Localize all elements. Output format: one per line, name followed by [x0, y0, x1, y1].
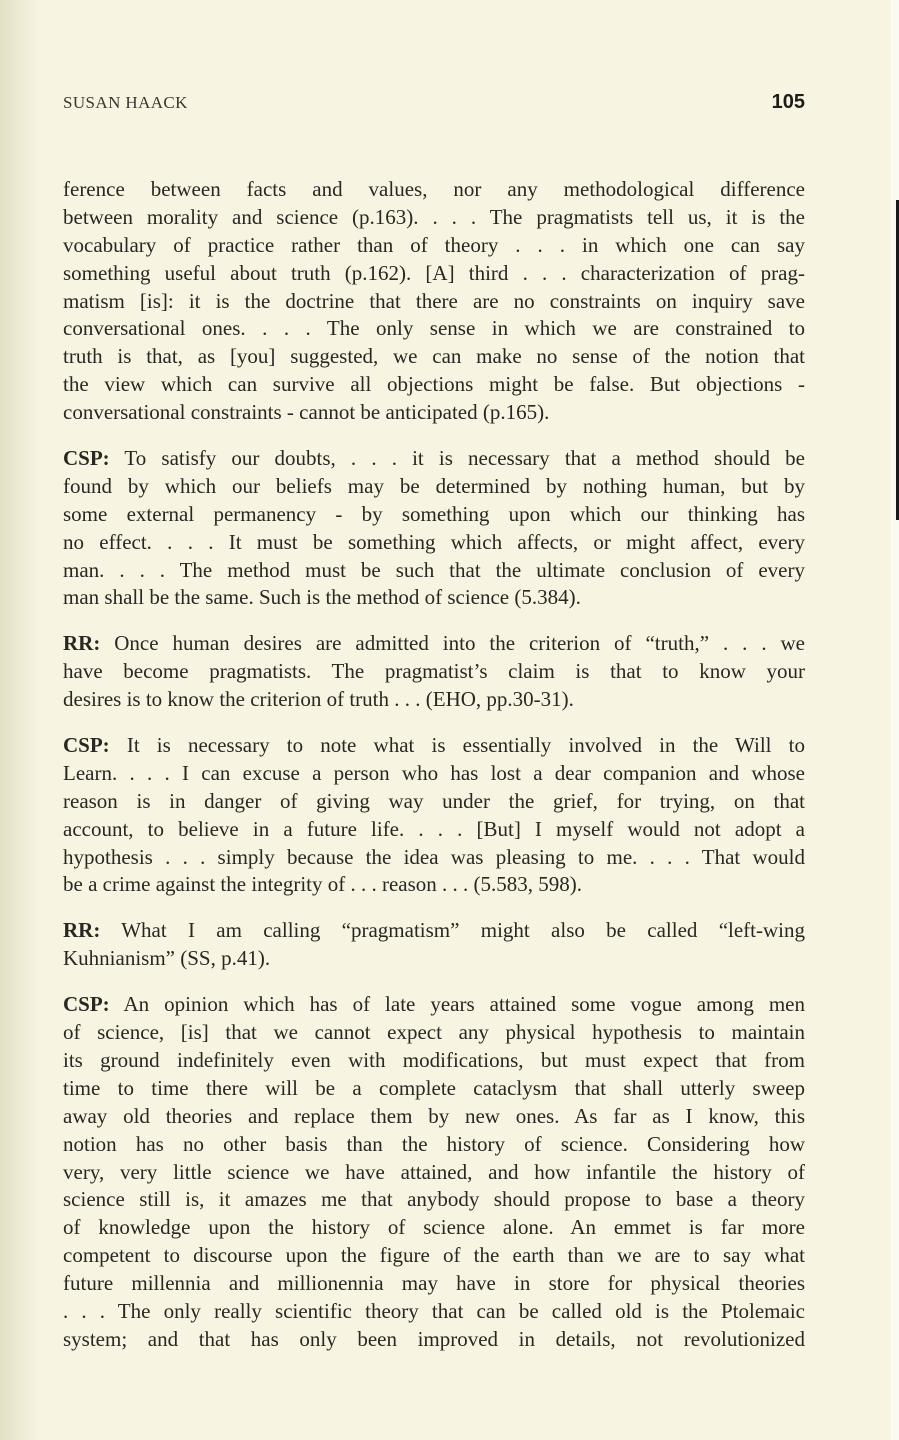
text-line: found by which our beliefs may be determined by nothing human, but by	[63, 473, 805, 498]
text-line: conversational constraints - cannot be anticipated (p.165).	[63, 400, 550, 425]
speaker-label: RR:	[63, 631, 101, 656]
paragraph-csp	[63, 732, 805, 899]
text-line: truth is that, as [you] suggested, we can make no sense of the notion that	[63, 344, 805, 369]
text-line: of science, [is] that we cannot expect any physical hypothesis to maintain	[63, 1020, 805, 1045]
running-head	[63, 93, 805, 119]
paragraph-rr	[63, 917, 805, 973]
page-gutter-shadow	[0, 0, 40, 1440]
text-line: between morality and science (p.163). . . . The pragmatists tell us, it is the	[63, 204, 805, 229]
text-line	[63, 917, 805, 945]
text-line: ference between facts and values, nor any methodological difference	[63, 177, 805, 201]
text-line: . . . The only really scientific theory that can be called old is the Ptolemaic	[63, 1298, 805, 1323]
speaker-label: CSP:	[63, 992, 110, 1017]
page-number: 105	[771, 91, 805, 113]
text-line: have become pragmatists. The pragmatist’s claim is that to know your	[63, 659, 805, 684]
text-line: science still is, it amazes me that anybody should propose to base a theory	[63, 1187, 805, 1212]
text-line: notion has no other basis than the history of science. Considering how	[63, 1131, 805, 1156]
text-line: very, very little science we have attained, and how infantile the history of	[63, 1159, 805, 1184]
speaker-label: CSP:	[63, 733, 110, 758]
text-line: away old theories and replace them by new ones. As far as I know, this	[63, 1103, 805, 1128]
text-line	[63, 732, 805, 760]
text-line: man. . . . The method must be such that the ultimate conclusion of every	[63, 557, 805, 582]
text-line: of knowledge upon the history of science alone. An emmet is far more	[63, 1215, 805, 1240]
text-line: competent to discourse upon the figure of the earth than we are to say what	[63, 1243, 805, 1268]
speaker-label: CSP:	[63, 446, 110, 471]
text-line: something useful about truth (p.162). [A] third . . . characterization of prag-	[63, 260, 805, 285]
text-line: account, to believe in a future life. . . . [But] I myself would not adopt a	[63, 816, 805, 841]
text-line: matism [is]: it is the doctrine that there are no constraints on inquiry save	[63, 288, 805, 313]
text-line: reason is in danger of giving way under the grief, for trying, on that	[63, 788, 805, 813]
text-line	[63, 630, 805, 658]
text-line-content: An opinion which has of late years attained some vogue among men	[109, 992, 805, 1017]
text-line: some external permanency - by something upon which our thinking has	[63, 501, 805, 526]
text-line: no effect. . . . It must be something which affects, or might affect, every	[63, 529, 805, 554]
text-line: Learn. . . . I can excuse a person who has lost a dear companion and whose	[63, 760, 805, 785]
text-line: time to time there will be a complete cataclysm that shall utterly sweep	[63, 1075, 805, 1100]
text-line: system; and that has only been improved in details, not revolutionized	[63, 1326, 805, 1351]
text-line: vocabulary of practice rather than of theory . . . in which one can say	[63, 232, 805, 257]
text-line-content: What I am calling “pragmatism” might also be called “left-wing	[100, 918, 805, 943]
speaker-label: RR:	[63, 918, 101, 943]
body-text	[63, 176, 805, 1354]
text-line: its ground indefinitely even with modifications, but must expect that from	[63, 1047, 805, 1072]
paragraph-rr	[63, 630, 805, 714]
text-line-content: Once human desires are admitted into the criterion of “truth,” . . . we	[100, 631, 805, 656]
text-line: be a crime against the integrity of . . . reason . . . (5.583, 598).	[63, 872, 583, 897]
text-line: hypothesis . . . simply because the idea was pleasing to me. . . . That would	[63, 844, 805, 869]
running-head-author: SUSAN HAACK	[63, 93, 188, 112]
text-line	[63, 991, 805, 1019]
text-line: man shall be the same. Such is the method of science (5.384).	[63, 585, 581, 610]
text-line	[63, 445, 805, 473]
paragraph-csp	[63, 991, 805, 1354]
text-line: desires is to know the criterion of truth . . . (EHO, pp.30-31).	[63, 687, 574, 712]
text-line: Kuhnianism” (SS, p.41).	[63, 946, 271, 971]
text-line: the view which can survive all objections might be false. But objections -	[63, 372, 805, 397]
text-line: future millennia and millionennia may have in store for physical theories	[63, 1271, 805, 1296]
text-line: conversational ones. . . . The only sense in which we are constrained to	[63, 316, 805, 341]
text-line-content: It is necessary to note what is essentially involved in the Will to	[109, 733, 805, 758]
text-line-content: To satisfy our doubts, . . . it is necessary that a method should be	[109, 446, 805, 471]
paragraph-continuation	[63, 176, 805, 427]
paragraph-csp	[63, 445, 805, 612]
